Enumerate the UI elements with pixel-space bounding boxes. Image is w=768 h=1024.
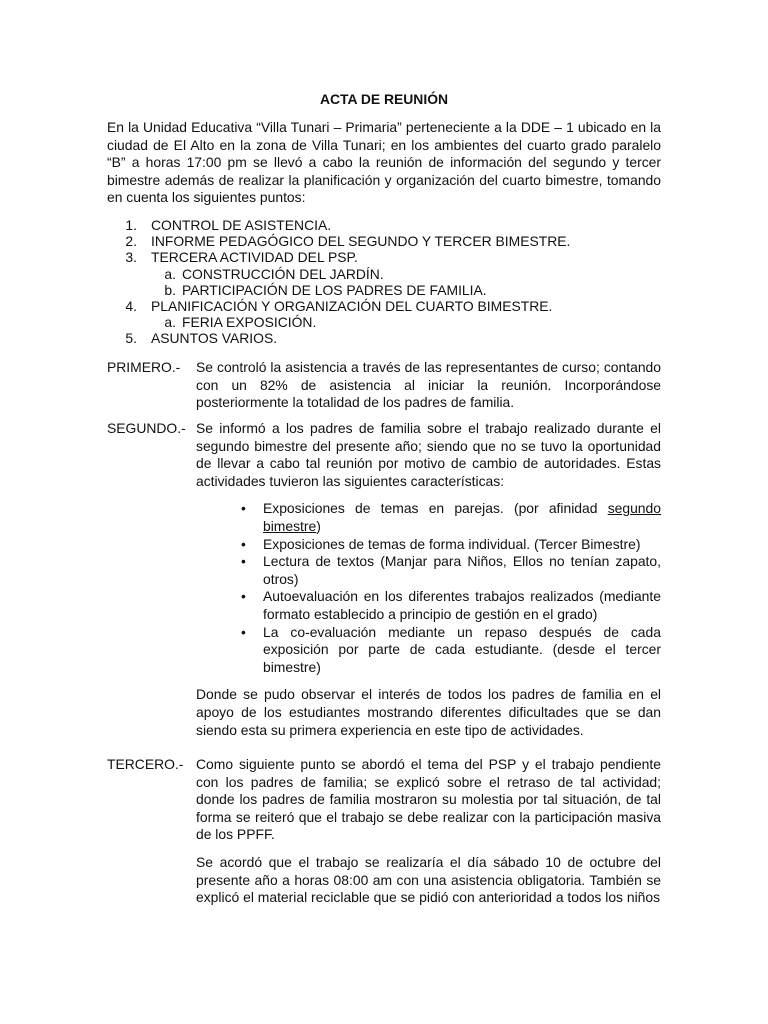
agenda-subitem: [107, 314, 667, 330]
intro-paragraph: En la Unidad Educativa “Villa Tunari – Primaria” perteneciente a la DDE – 1 ubicado en la ciudad de El Alto en la zona de Villa Tunari; en los ambientes del cuarto grado paralelo “B” a horas 17:00 pm se llevó a cabo la reunión de información del segundo y tercer bimestre además de realizar la planificación y organización del cuarto bimestre, tomando en cuenta los siguientes puntos:: [107, 119, 661, 206]
bullet-item: • Autoevaluación en los diferentes trabajos realizados (mediante formato establecido a principio de gestión en el grado): [196, 588, 661, 623]
agenda-number: 4.: [125, 297, 137, 314]
agenda-number: 1.: [125, 217, 137, 233]
section-tercero: [107, 756, 661, 907]
agenda-item: [107, 330, 667, 346]
agenda-letter: a.: [164, 314, 176, 331]
agenda-letter: b.: [164, 281, 176, 298]
section-label: SEGUNDO.-: [107, 420, 186, 436]
section-body: [196, 420, 661, 739]
agenda-list: [107, 217, 667, 347]
agenda-text: CONTROL DE ASISTENCIA.: [151, 217, 332, 233]
agenda-number: 2.: [125, 233, 137, 250]
section-primero: [107, 359, 661, 412]
section-paragraph: Como siguiente punto se abordó el tema del PSP y el trabajo pendiente con los padres de familia; se explicó sobre el retraso de tal actividad; donde los padres de familia mostraron su molestia por tal situación, de tal forma se reiteró que el trabajo se debe realizar con la participación masiva de los PPFF.: [196, 756, 661, 843]
agenda-text: PLANIFICACIÓN Y ORGANIZACIÓN DEL CUARTO BIMESTRE.: [151, 297, 553, 314]
underlined-text: segundo bimestre: [263, 500, 661, 534]
bullet-item: [196, 500, 661, 535]
characteristics-list: [196, 500, 661, 676]
bullet-item: • Lectura de textos (Manjar para Niños, Ellos no tenían zapato, otros): [196, 553, 661, 588]
agenda-item: [107, 233, 667, 249]
section-paragraph: Se controló la asistencia a través de las representantes de curso; contando con un 82% de asistencia al iniciar la reunión. Incorporándose posteriormente la totalidad de los padres de familia.: [196, 359, 661, 411]
agenda-subitem: [107, 282, 667, 298]
agenda-text: TERCERA ACTIVIDAD DEL PSP.: [151, 249, 358, 266]
agenda-text: ASUNTOS VARIOS.: [151, 330, 278, 347]
bullet-item: • La co-evaluación mediante un repaso después de cada exposición por parte de cada estudiante. (desde el tercer bimestre): [196, 624, 661, 677]
bullet-item: • Exposiciones de temas de forma individual. (Tercer Bimestre): [196, 536, 661, 554]
section-segundo: [107, 420, 661, 739]
agenda-text: FERIA EXPOSICIÓN.: [182, 314, 317, 331]
section-paragraph: Se informó a los padres de familia sobre el trabajo realizado durante el segundo bimestre del presente año; siendo que no se tuvo la oportunidad de llevar a cabo tal reunión por motivo de cambio de autoridades. Estas actividades tuvieron las siguientes características:: [196, 420, 661, 489]
agenda-text: PARTICIPACIÓN DE LOS PADRES DE FAMILIA.: [182, 281, 487, 298]
section-paragraph: Donde se pudo observar el interés de todos los padres de familia en el apoyo de los estudiantes mostrando diferentes dificultades que se dan siendo esta su primera experiencia en este tipo de actividades.: [196, 686, 661, 738]
section-label: TERCERO.-: [107, 756, 184, 772]
agenda-text: INFORME PEDAGÓGICO DEL SEGUNDO Y TERCER BIMESTRE.: [151, 233, 571, 250]
section-label: PRIMERO.-: [107, 359, 181, 375]
agenda-subitem: [107, 266, 667, 282]
agenda-item: [107, 217, 667, 233]
document-title: ACTA DE REUNIÓN: [319, 91, 449, 107]
section-body: [196, 359, 661, 412]
bullet-text: ): [316, 517, 321, 534]
section-paragraph: Se acordó que el trabajo se realizaría el día sábado 10 de octubre del presente año a horas 08:00 am con una asistencia obligatoria. También se explicó el material reciclable que se pidió con anterioridad a todos los niños: [196, 853, 661, 906]
agenda-item: [107, 298, 667, 314]
agenda-item: [107, 249, 667, 265]
section-body: [196, 756, 661, 907]
agenda-letter: a.: [164, 265, 176, 282]
agenda-text: CONSTRUCCIÓN DEL JARDÍN.: [182, 265, 384, 282]
agenda-number: 3.: [125, 249, 137, 266]
bullet-text: Exposiciones de temas en parejas. (por afinidad: [263, 500, 608, 517]
agenda-number: 5.: [125, 330, 137, 347]
